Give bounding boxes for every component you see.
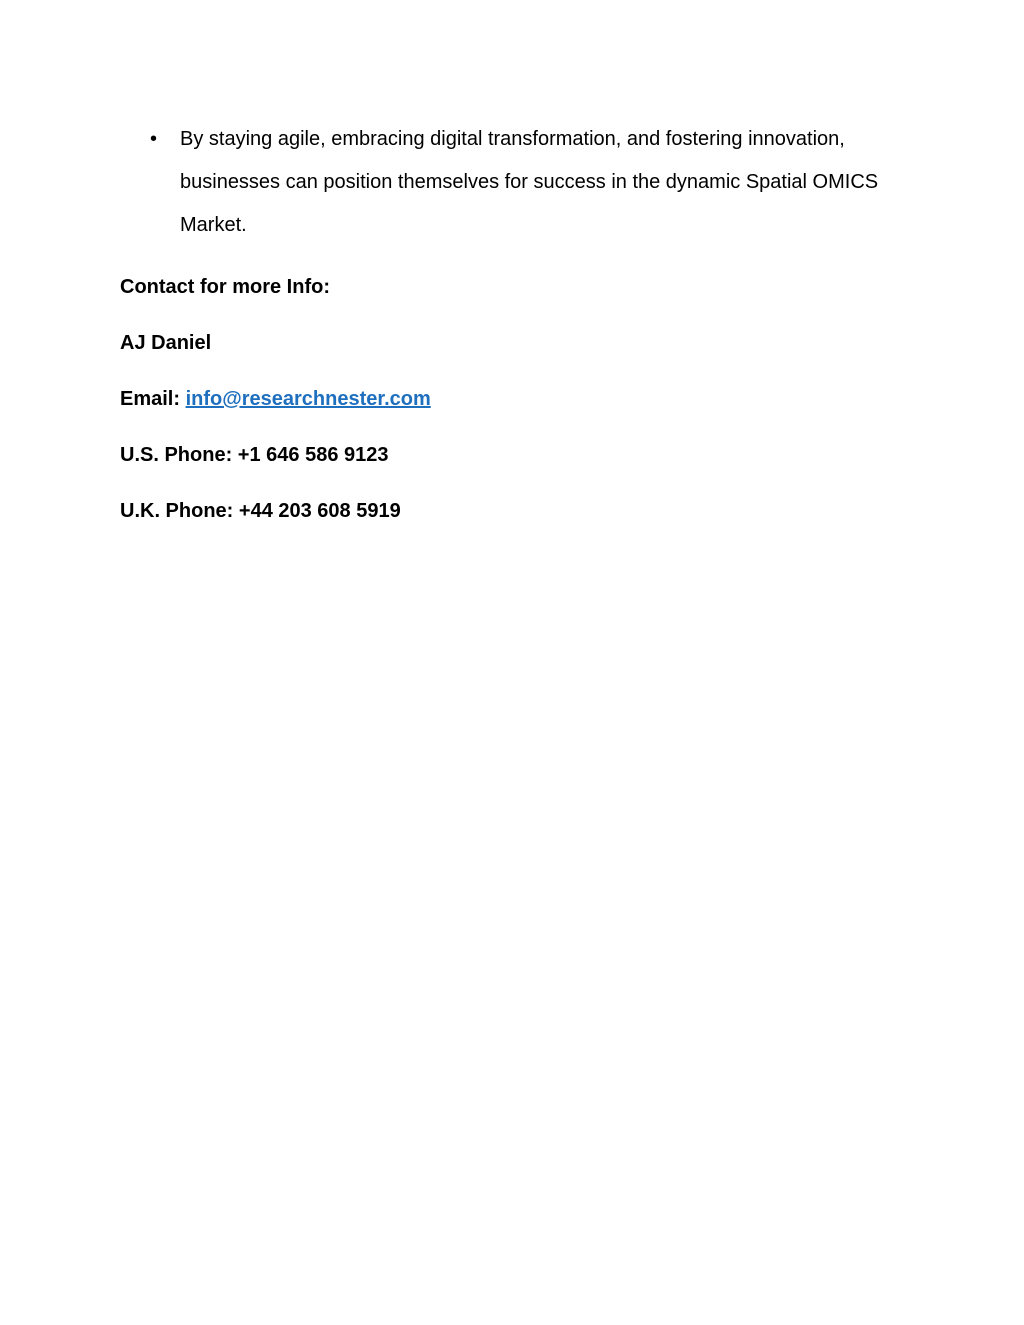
uk-phone: U.K. Phone: +44 203 608 5919 [120, 500, 401, 522]
email-link[interactable]: info@researchnester.com [185, 388, 431, 410]
us-phone: U.S. Phone: +1 646 586 9123 [120, 444, 389, 466]
email-line [120, 385, 431, 413]
contact-heading: Contact for more Info: [120, 276, 330, 298]
bullet-text: By staying agile, embracing digital transformation, and fostering innovation, businesses can position themselves for success in the dynamic Spatial OMICS Market. [180, 128, 879, 236]
contact-name: AJ Daniel [120, 332, 212, 354]
bullet-list-item [150, 118, 920, 247]
bullet-icon: • [150, 128, 158, 150]
email-label: Email: [120, 388, 181, 410]
